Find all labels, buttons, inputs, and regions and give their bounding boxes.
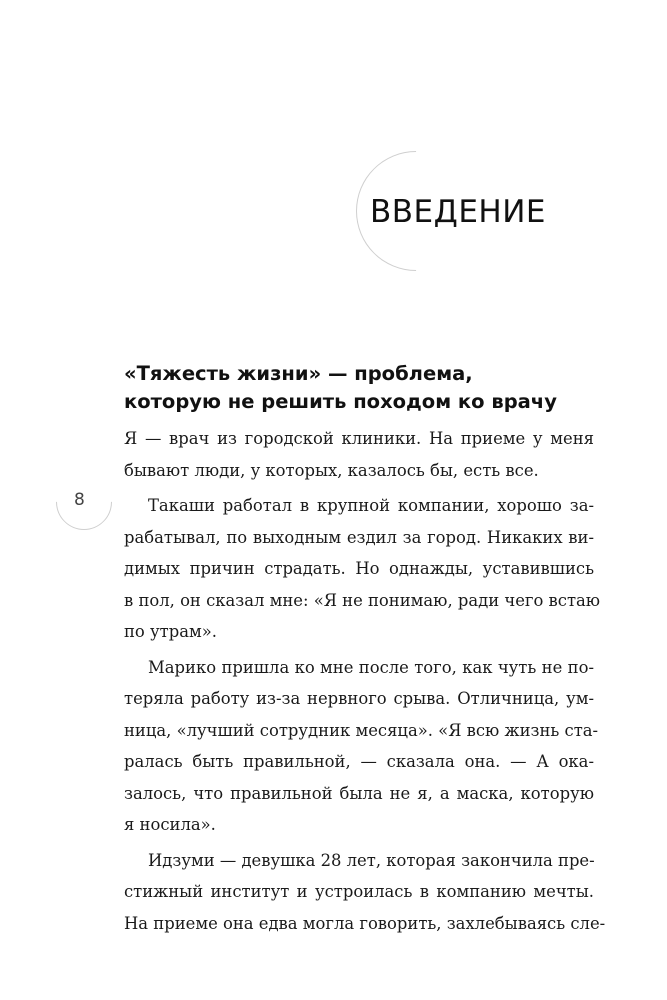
paragraph — [124, 845, 606, 940]
paragraph — [124, 652, 599, 841]
text-line: в пол, он сказал мне: «Я не понимаю, ради чего встаю — [124, 590, 601, 610]
subheading-line: «Тяжесть жизни» — проблема, — [124, 362, 473, 385]
text-line: по утрам». — [124, 622, 217, 641]
paragraph — [124, 423, 594, 486]
text-line: На приеме она едва могла говорить, захлебываясь сле- — [124, 913, 606, 933]
page-number: 8 — [74, 490, 85, 510]
text-line: Идзуми — девушка 28 лет, которая закончила пре- — [148, 850, 595, 870]
text-line: залось, что правильной была не я, а маска, которую — [124, 783, 594, 803]
text-line: теряла работу из-за нервного срыва. Отличница, ум- — [124, 689, 594, 708]
subheading-line: которую не решить походом ко врачу — [124, 390, 557, 413]
text-line: ралась быть правильной, — сказала она. — А ока- — [124, 752, 594, 771]
text-line: ница, «лучший сотрудник месяца». «Я всю жизнь ста- — [124, 720, 599, 740]
paragraph — [124, 490, 601, 648]
section-subheading — [124, 360, 557, 416]
text-line: Я — врач из городской клиники. На приеме у меня — [124, 429, 594, 448]
text-line: я носила». — [124, 815, 216, 834]
body-text — [124, 423, 606, 943]
text-line: стижный институт и устроилась в компанию мечты. — [124, 882, 594, 901]
text-line: димых причин страдать. Но однажды, уставившись — [124, 559, 594, 578]
text-line: рабатывал, по выходным ездил за город. Никаких ви- — [124, 527, 594, 547]
text-line: бывают люди, у которых, казалось бы, есть все. — [124, 460, 539, 480]
text-line: Такаши работал в крупной компании, хорошо за- — [148, 496, 594, 515]
text-line: Марико пришла ко мне после того, как чуть не по- — [148, 657, 594, 677]
chapter-title: ВВЕДЕНИЕ — [370, 194, 547, 230]
